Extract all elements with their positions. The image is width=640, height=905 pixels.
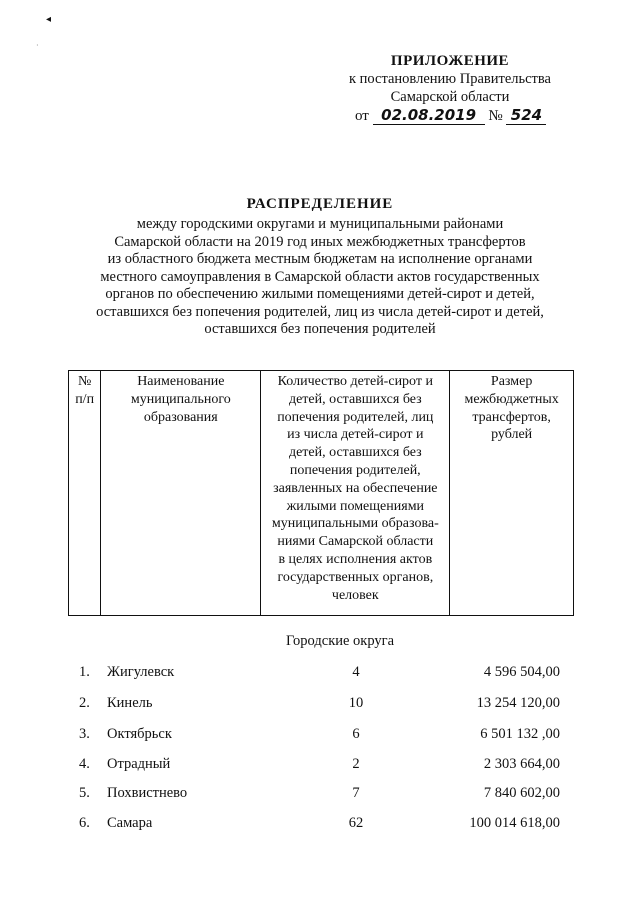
header-text: детей, оставшихся без [288,391,422,407]
subtitle-line: Самарской области на 2019 год иных межбюджетных трансфертов [114,233,526,250]
header-text: муниципального [130,391,231,407]
header-col-number [69,371,101,616]
header-text: Размер [490,374,533,389]
header-text: Наименование [137,374,225,389]
header-text: образования [143,409,218,425]
row-amount: 4 596 504,00 [483,664,560,680]
document-title: РАСПРЕДЕЛЕНИЕ [246,196,394,212]
header-text: в целях исполнения актов [278,551,433,567]
subtitle-line: органов по обеспечению жилыми помещениями детей-сирот и детей, [105,286,535,302]
header-text: трансфертов, [472,409,551,425]
row-amount: 13 254 120,00 [476,695,560,711]
header-text: ниями Самарской области [277,534,434,550]
row-count: 6 [352,726,360,742]
margin-dot: · [36,41,39,50]
row-number: 5. [79,785,90,801]
row-count: 10 [348,695,364,711]
annex-line-2: Самарской области [390,89,510,105]
date-prefix: от [355,108,369,124]
margin-mark: ◂ [46,14,52,25]
subtitle-line: оставшихся без попечения родителей, лиц из числа детей-сирот и детей, [96,303,544,320]
header-text: детей, оставшихся без [288,445,422,461]
table-row [0,695,640,717]
header-text: попечения родителей, [289,462,421,478]
header-text: государственных органов, [277,569,434,585]
header-text: п/п [75,391,95,407]
row-amount: 7 840 602,00 [483,785,560,801]
annex-line-1: к постановлению Правительства [349,71,551,87]
table-row [0,756,640,778]
number-prefix: № [488,108,503,124]
subtitle-line: местного самоуправления в Самарской области актов государственных [100,268,540,285]
row-amount: 2 303 664,00 [483,756,560,772]
row-amount: 100 014 618,00 [469,815,560,831]
header-text: попечения родителей, лиц [277,409,434,425]
header-text: Количество детей-сирот и [277,374,433,389]
row-count: 4 [352,664,360,680]
subtitle-line: оставшихся без попечения родителей [204,321,436,337]
row-number: 1. [79,664,90,680]
header-text: заявленных на обеспечение [273,480,438,496]
row-count: 7 [352,785,360,801]
table-row [0,726,640,748]
row-number: 2. [79,695,90,711]
subtitle-line: из областного бюджета местным бюджетам на исполнение органами [107,251,533,267]
date-number-line [355,106,615,125]
header-col-amount [450,371,574,616]
row-count: 2 [352,756,360,772]
header-col-name [101,371,261,616]
row-amount: 6 501 132 ,00 [480,726,560,742]
subtitle-line: между городскими округами и муниципальными районами [136,216,504,232]
row-name: Отрадный [107,756,171,772]
table-row [0,815,640,837]
header-text: человек [331,587,379,603]
table-header [68,370,574,616]
row-number: 4. [79,756,90,772]
annex-title: ПРИЛОЖЕНИЕ [390,53,510,69]
row-count: 62 [348,815,364,831]
date-value: 02.08.2019 [373,106,485,125]
row-number: 3. [79,726,90,742]
row-number: 6. [79,815,90,831]
section-title: Городские округа [285,633,395,649]
table-row [0,664,640,686]
row-name: Октябрьск [107,726,172,742]
header-text: межбюджетных [464,391,559,407]
number-value: 524 [506,106,546,125]
row-name: Самара [107,815,153,831]
row-name: Жигулевск [107,664,175,680]
row-name: Похвистнево [107,785,188,801]
header-text: муниципальными образова- [271,516,439,532]
table-row [0,785,640,807]
document-subtitle [60,216,580,339]
annex-block [300,52,600,106]
row-name: Кинель [107,695,153,711]
header-col-count [261,371,450,616]
header-text: № [77,374,92,389]
header-text: жилыми помещениями [286,498,425,514]
header-text: рублей [491,427,533,443]
header-text: из числа детей-сирот и [287,427,424,443]
